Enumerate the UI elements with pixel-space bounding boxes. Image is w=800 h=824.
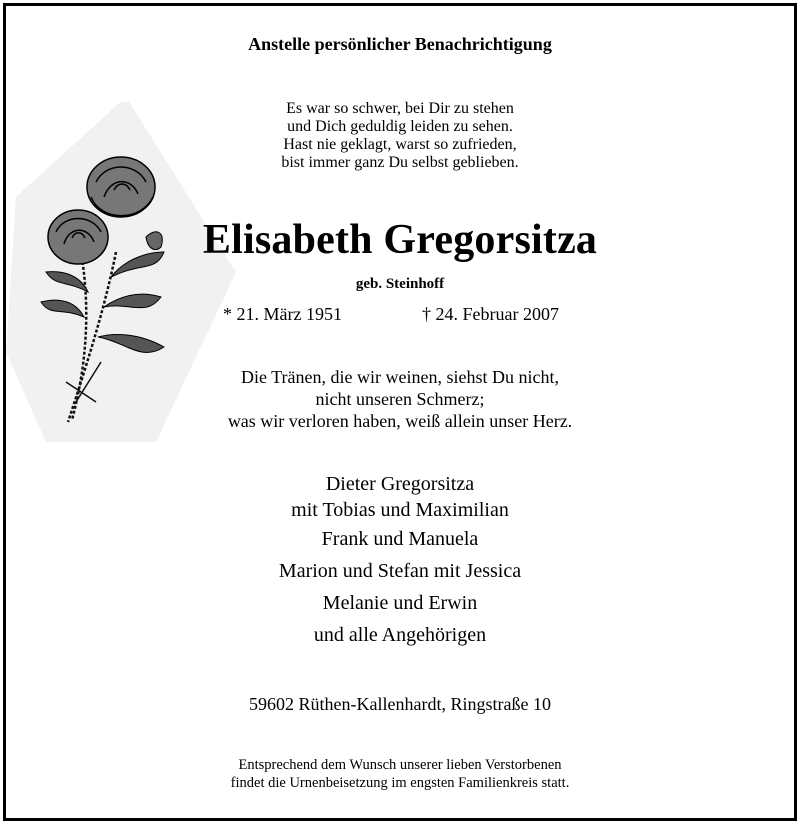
family-line: Marion und Stefan mit Jessica xyxy=(278,560,522,582)
quote-line: was wir verloren haben, weiß allein unser Herz. xyxy=(227,411,573,431)
family-line: Dieter Gregorsitza xyxy=(325,473,475,495)
death-date: † 24. Februar 2007 xyxy=(422,304,559,324)
family-line: Frank und Manuela xyxy=(321,528,479,550)
deceased-name: Elisabeth Gregorsitza xyxy=(202,217,598,263)
poem-line: und Dich geduldig leiden zu sehen. xyxy=(287,118,513,135)
poem-line: Es war so schwer, bei Dir zu stehen xyxy=(286,100,514,117)
obituary-frame xyxy=(3,3,797,821)
header-title: Anstelle persönlicher Benachrichtigung xyxy=(248,34,552,54)
family-line: Melanie und Erwin xyxy=(322,592,478,614)
poem xyxy=(6,100,794,172)
quote xyxy=(6,366,794,432)
poem-line: bist immer ganz Du selbst geblieben. xyxy=(281,154,519,171)
quote-line: nicht unseren Schmerz; xyxy=(315,389,485,409)
burial-note xyxy=(6,756,794,792)
birth-date: * 21. März 1951 xyxy=(223,304,342,324)
family-line: und alle Angehörigen xyxy=(313,624,487,646)
address: 59602 Rüthen-Kallenhardt, Ringstraße 10 xyxy=(249,694,551,714)
note-line: Entsprechend dem Wunsch unserer lieben Verstorbenen xyxy=(238,757,562,773)
quote-line: Die Tränen, die wir weinen, siehst Du nicht, xyxy=(241,367,559,387)
poem-line: Hast nie geklagt, warst so zufrieden, xyxy=(283,136,517,153)
note-line: findet die Urnenbeisetzung im engsten Familienkreis statt. xyxy=(230,775,570,791)
family-line: mit Tobias und Maximilian xyxy=(291,499,509,521)
obituary-page xyxy=(6,6,794,818)
family-list xyxy=(6,471,794,651)
birth-name: geb. Steinhoff xyxy=(355,276,445,292)
